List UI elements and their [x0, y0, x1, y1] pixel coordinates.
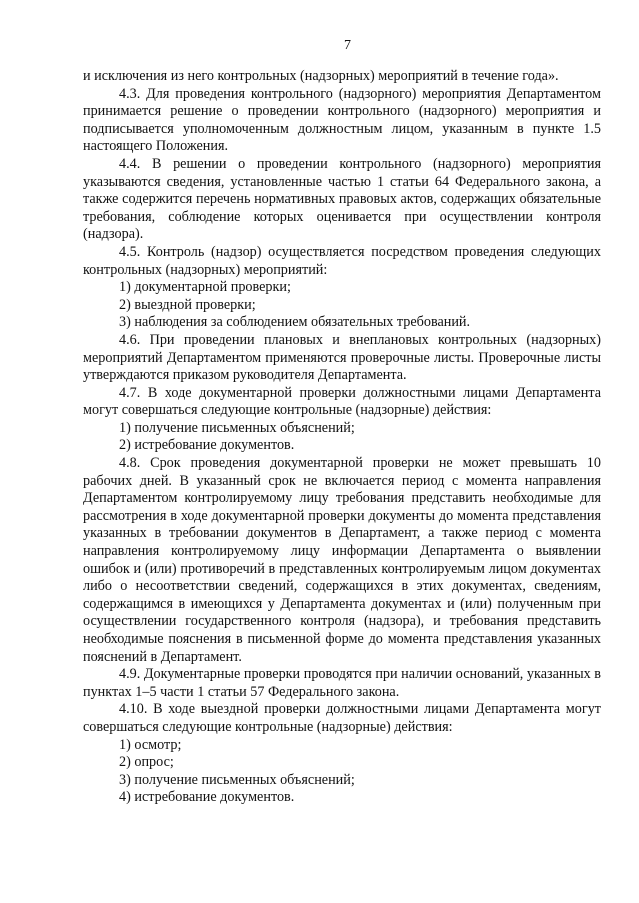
paragraph-4-4: 4.4. В решении о проведении контрольного (надзорного) мероприятия указываются сведения, установленные частью 1 статьи 64 Федерального закона, а также содержится перечень нормативных правовых актов, содержащих обязательные требования, соблюдение которых оценивается при осуществлении контроля (надзора). — [83, 155, 601, 243]
paragraph-4-7: 4.7. В ходе документарной проверки должностными лицами Департамента могут совершаться следующие контрольные (надзорные) действия: — [83, 384, 601, 419]
page-number: 7 — [344, 38, 351, 53]
document-body — [83, 68, 601, 807]
list-item: 2) истребование документов. — [119, 437, 295, 454]
list-item: 3) наблюдения за соблюдением обязательных требований. — [119, 314, 471, 331]
list-item: 2) выездной проверки; — [119, 296, 256, 313]
paragraph-continuation: и исключения из него контрольных (надзорных) мероприятий в течение года». — [83, 68, 559, 84]
paragraph-4-3: 4.3. Для проведения контрольного (надзорного) мероприятия Департаментом принимается решение о проведении контрольного (надзорного) мероприятия и подписывается уполномоченным должностным лицом, указанным в пункте 1.5 настоящего Положения. — [83, 85, 601, 155]
list-item: 1) получение письменных объяснений; — [119, 419, 355, 436]
list-item: 4) истребование документов. — [119, 789, 295, 806]
paragraph-4-9: 4.9. Документарные проверки проводятся при наличии оснований, указанных в пунктах 1–5 части 1 статьи 57 Федерального закона. — [83, 666, 601, 700]
paragraph-4-10: 4.10. В ходе выездной проверки должностными лицами Департамента могут совершаться следующие контрольные (надзорные) действия: — [83, 701, 601, 735]
list-item: 1) документарной проверки; — [119, 279, 291, 296]
paragraph-4-8: 4.8. Срок проведения документарной проверки не может превышать 10 рабочих дней. В указанный срок не включается период с момента направления Департаментом контролируемому лицу требования представить необходимые для рассмотрения в ходе документарной проверки документы до момента представления указанных в требовании документов в Департамент, а также период с момента направления контролируемому лицу информации Департамента о выявлении ошибок и (или) противоречий в представленных контролируемым лицом документах либо о несоответствии сведений, содержащихся в этих документах, сведениям, содержащимся в имеющихся у Департамента документах и (или) полученным при осуществлении государственного контроля (надзора), и требования представить необходимые пояснения в письменной форме до момента представления указанных пояснений в Департамент. — [83, 455, 601, 665]
paragraph-4-5: 4.5. Контроль (надзор) осуществляется посредством проведения следующих контрольных (надзорных) мероприятий: — [83, 243, 601, 278]
list-item: 3) получение письменных объяснений; — [119, 771, 355, 788]
paragraph-4-6: 4.6. При проведении плановых и внеплановых контрольных (надзорных) мероприятий Департаментом применяются проверочные листы. Проверочные листы утверждаются приказом руководителя Департамента. — [83, 331, 601, 384]
list-item: 1) осмотр; — [119, 736, 182, 753]
list-item: 2) опрос; — [119, 754, 174, 771]
